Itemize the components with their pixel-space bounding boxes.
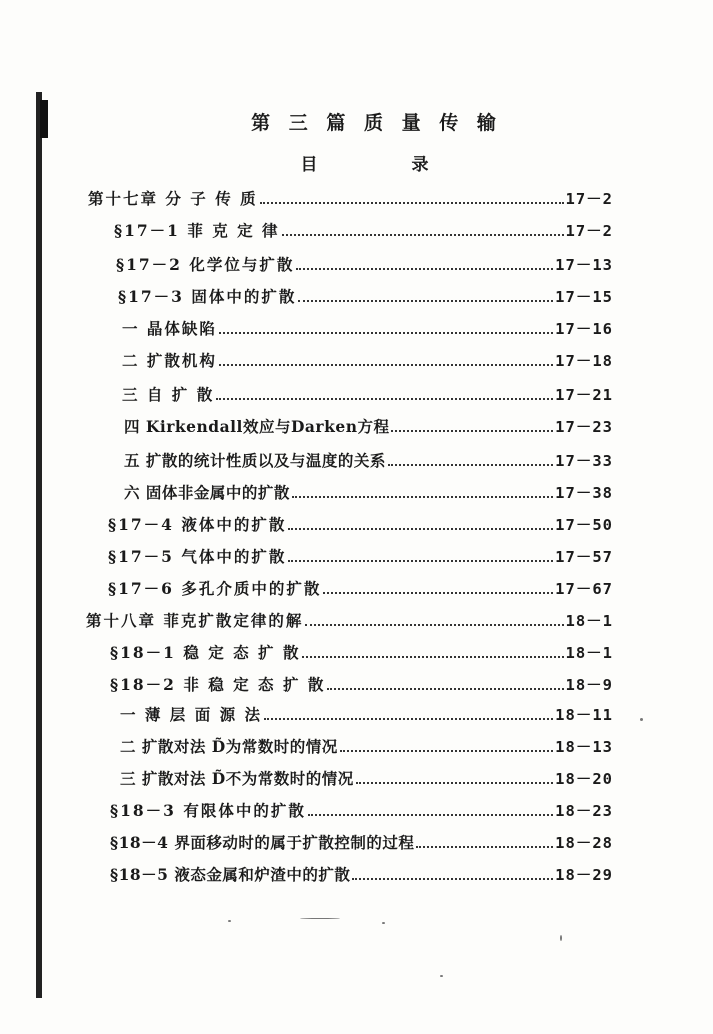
toc-entry-label: §17－6 多孔介质中的扩散 — [108, 579, 322, 598]
dot-leader — [298, 290, 553, 302]
toc-section-18-4[interactable] — [110, 830, 613, 854]
toc-entry-label: §18－4 界面移动时的属于扩散控制的过程 — [110, 833, 415, 852]
toc-section-18-5[interactable] — [110, 862, 613, 886]
dot-leader — [340, 740, 553, 752]
toc-subsection[interactable] — [124, 448, 613, 472]
toc-section-18-2[interactable] — [110, 672, 613, 696]
toc-entry-label: 二 扩散对法 D̃为常数时的情况 — [120, 737, 338, 756]
toc-subsection[interactable] — [120, 734, 613, 758]
toc-entry-label: 三 自 扩 散 — [122, 385, 215, 404]
toc-entry-page: 17－18 — [555, 352, 613, 370]
toc-section-17-3[interactable] — [118, 284, 613, 308]
dot-leader — [391, 420, 553, 432]
dot-leader — [292, 486, 553, 498]
toc-entry-label: §17－2 化学位与扩散 — [116, 255, 295, 274]
toc-entry-page: 18－1 — [565, 612, 613, 630]
toc-entry-page: 17－16 — [555, 320, 613, 338]
toc-entry-label: 第十八章 菲克扩散定律的解 — [86, 611, 304, 630]
toc-entry-page: 18－9 — [565, 676, 613, 694]
toc-entry-page: 17－13 — [555, 256, 613, 274]
toc-section-17-1[interactable] — [114, 218, 613, 242]
dot-leader — [302, 646, 563, 658]
scan-speck — [560, 935, 562, 941]
toc-entry-page: 17－21 — [555, 386, 613, 404]
toc-entry-label: 五 扩散的统计性质以及与温度的关系 — [124, 451, 386, 470]
toc-entry-label: §17－4 液体中的扩散 — [108, 515, 287, 534]
toc-subsection[interactable] — [124, 414, 613, 438]
toc-entry-label: 二 扩散机构 — [122, 351, 217, 370]
toc-subsection[interactable] — [120, 702, 613, 726]
toc-section-17-6[interactable] — [108, 576, 613, 600]
toc-section-18-3[interactable] — [110, 798, 613, 822]
dot-leader — [352, 868, 553, 880]
scan-speck — [228, 920, 231, 922]
toc-entry-page: 18－11 — [555, 706, 613, 724]
toc-entry-label: §18－2 非 稳 定 态 扩 散 — [110, 675, 326, 694]
dot-leader — [296, 258, 553, 270]
toc-entry-page: 17－33 — [555, 452, 613, 470]
toc-section-18-1[interactable] — [110, 640, 613, 664]
toc-entry-label: 四 Kirkendall效应与Darken方程 — [124, 417, 390, 436]
toc-chapter-17[interactable] — [88, 186, 613, 210]
part-title: 第 三 篇 质 量 传 输 — [251, 112, 502, 134]
dot-leader — [308, 804, 553, 816]
toc-title: 目 录 — [300, 155, 473, 175]
toc-entry-page: 18－29 — [555, 866, 613, 884]
dot-leader — [327, 678, 563, 690]
dot-leader — [305, 614, 563, 626]
dot-leader — [388, 454, 553, 466]
dot-leader — [323, 582, 553, 594]
toc-subsection[interactable] — [122, 316, 613, 340]
scan-speck — [300, 918, 340, 919]
toc-entry-label: §17－3 固体中的扩散 — [118, 287, 297, 306]
dot-leader — [216, 388, 553, 400]
dot-leader — [219, 322, 553, 334]
toc-entry-page: 18－28 — [555, 834, 613, 852]
dot-leader — [416, 836, 553, 848]
toc-entry-page: 17－2 — [565, 190, 613, 208]
toc-entry-page: 17－2 — [565, 222, 613, 240]
toc-entry-page: 17－50 — [555, 516, 613, 534]
toc-entry-label: 第十七章 分 子 传 质 — [88, 189, 258, 208]
scan-speck — [440, 975, 443, 977]
toc-entry-label: §18－5 液态金属和炉渣中的扩散 — [110, 865, 351, 884]
toc-entry-page: 18－23 — [555, 802, 613, 820]
dot-leader — [260, 192, 564, 204]
toc-entry-page: 17－57 — [555, 548, 613, 566]
toc-entry-label: §17－1 菲 克 定 律 — [114, 221, 280, 240]
toc-entry-label: 一 薄 层 面 源 法 — [120, 705, 262, 724]
dot-leader — [288, 518, 553, 530]
dot-leader — [264, 708, 553, 720]
dot-leader — [288, 550, 553, 562]
toc-entry-label: §18－1 稳 定 态 扩 散 — [110, 643, 301, 662]
dot-leader — [282, 224, 564, 236]
toc-entry-label: §18－3 有限体中的扩散 — [110, 801, 306, 820]
toc-chapter-18[interactable] — [86, 608, 613, 632]
dot-leader — [356, 772, 553, 784]
toc-section-17-2[interactable] — [116, 252, 613, 276]
scan-speck — [382, 922, 385, 924]
toc-entry-page: 17－67 — [555, 580, 613, 598]
toc-entry-page: 18－1 — [565, 644, 613, 662]
toc-subsection[interactable] — [122, 382, 613, 406]
toc-entry-label: 六 固体非金属中的扩散 — [124, 483, 290, 502]
dot-leader — [219, 354, 553, 366]
toc-subsection[interactable] — [122, 348, 613, 372]
toc-entry-label: §17－5 气体中的扩散 — [108, 547, 287, 566]
toc-entry-page: 17－23 — [555, 418, 613, 436]
toc-entry-page: 17－15 — [555, 288, 613, 306]
toc-entry-label: 三 扩散对法 D̃不为常数时的情况 — [120, 769, 354, 788]
toc-entry-page: 18－20 — [555, 770, 613, 788]
toc-section-17-5[interactable] — [108, 544, 613, 568]
toc-section-17-4[interactable] — [108, 512, 613, 536]
toc-entry-label: 一 晶体缺陷 — [122, 319, 217, 338]
toc-subsection[interactable] — [124, 480, 613, 504]
toc-entry-page: 17－38 — [555, 484, 613, 502]
scan-margin-edge — [36, 92, 42, 998]
toc-subsection[interactable] — [120, 766, 613, 790]
toc-entry-page: 18－13 — [555, 738, 613, 756]
scan-speck — [640, 718, 643, 721]
